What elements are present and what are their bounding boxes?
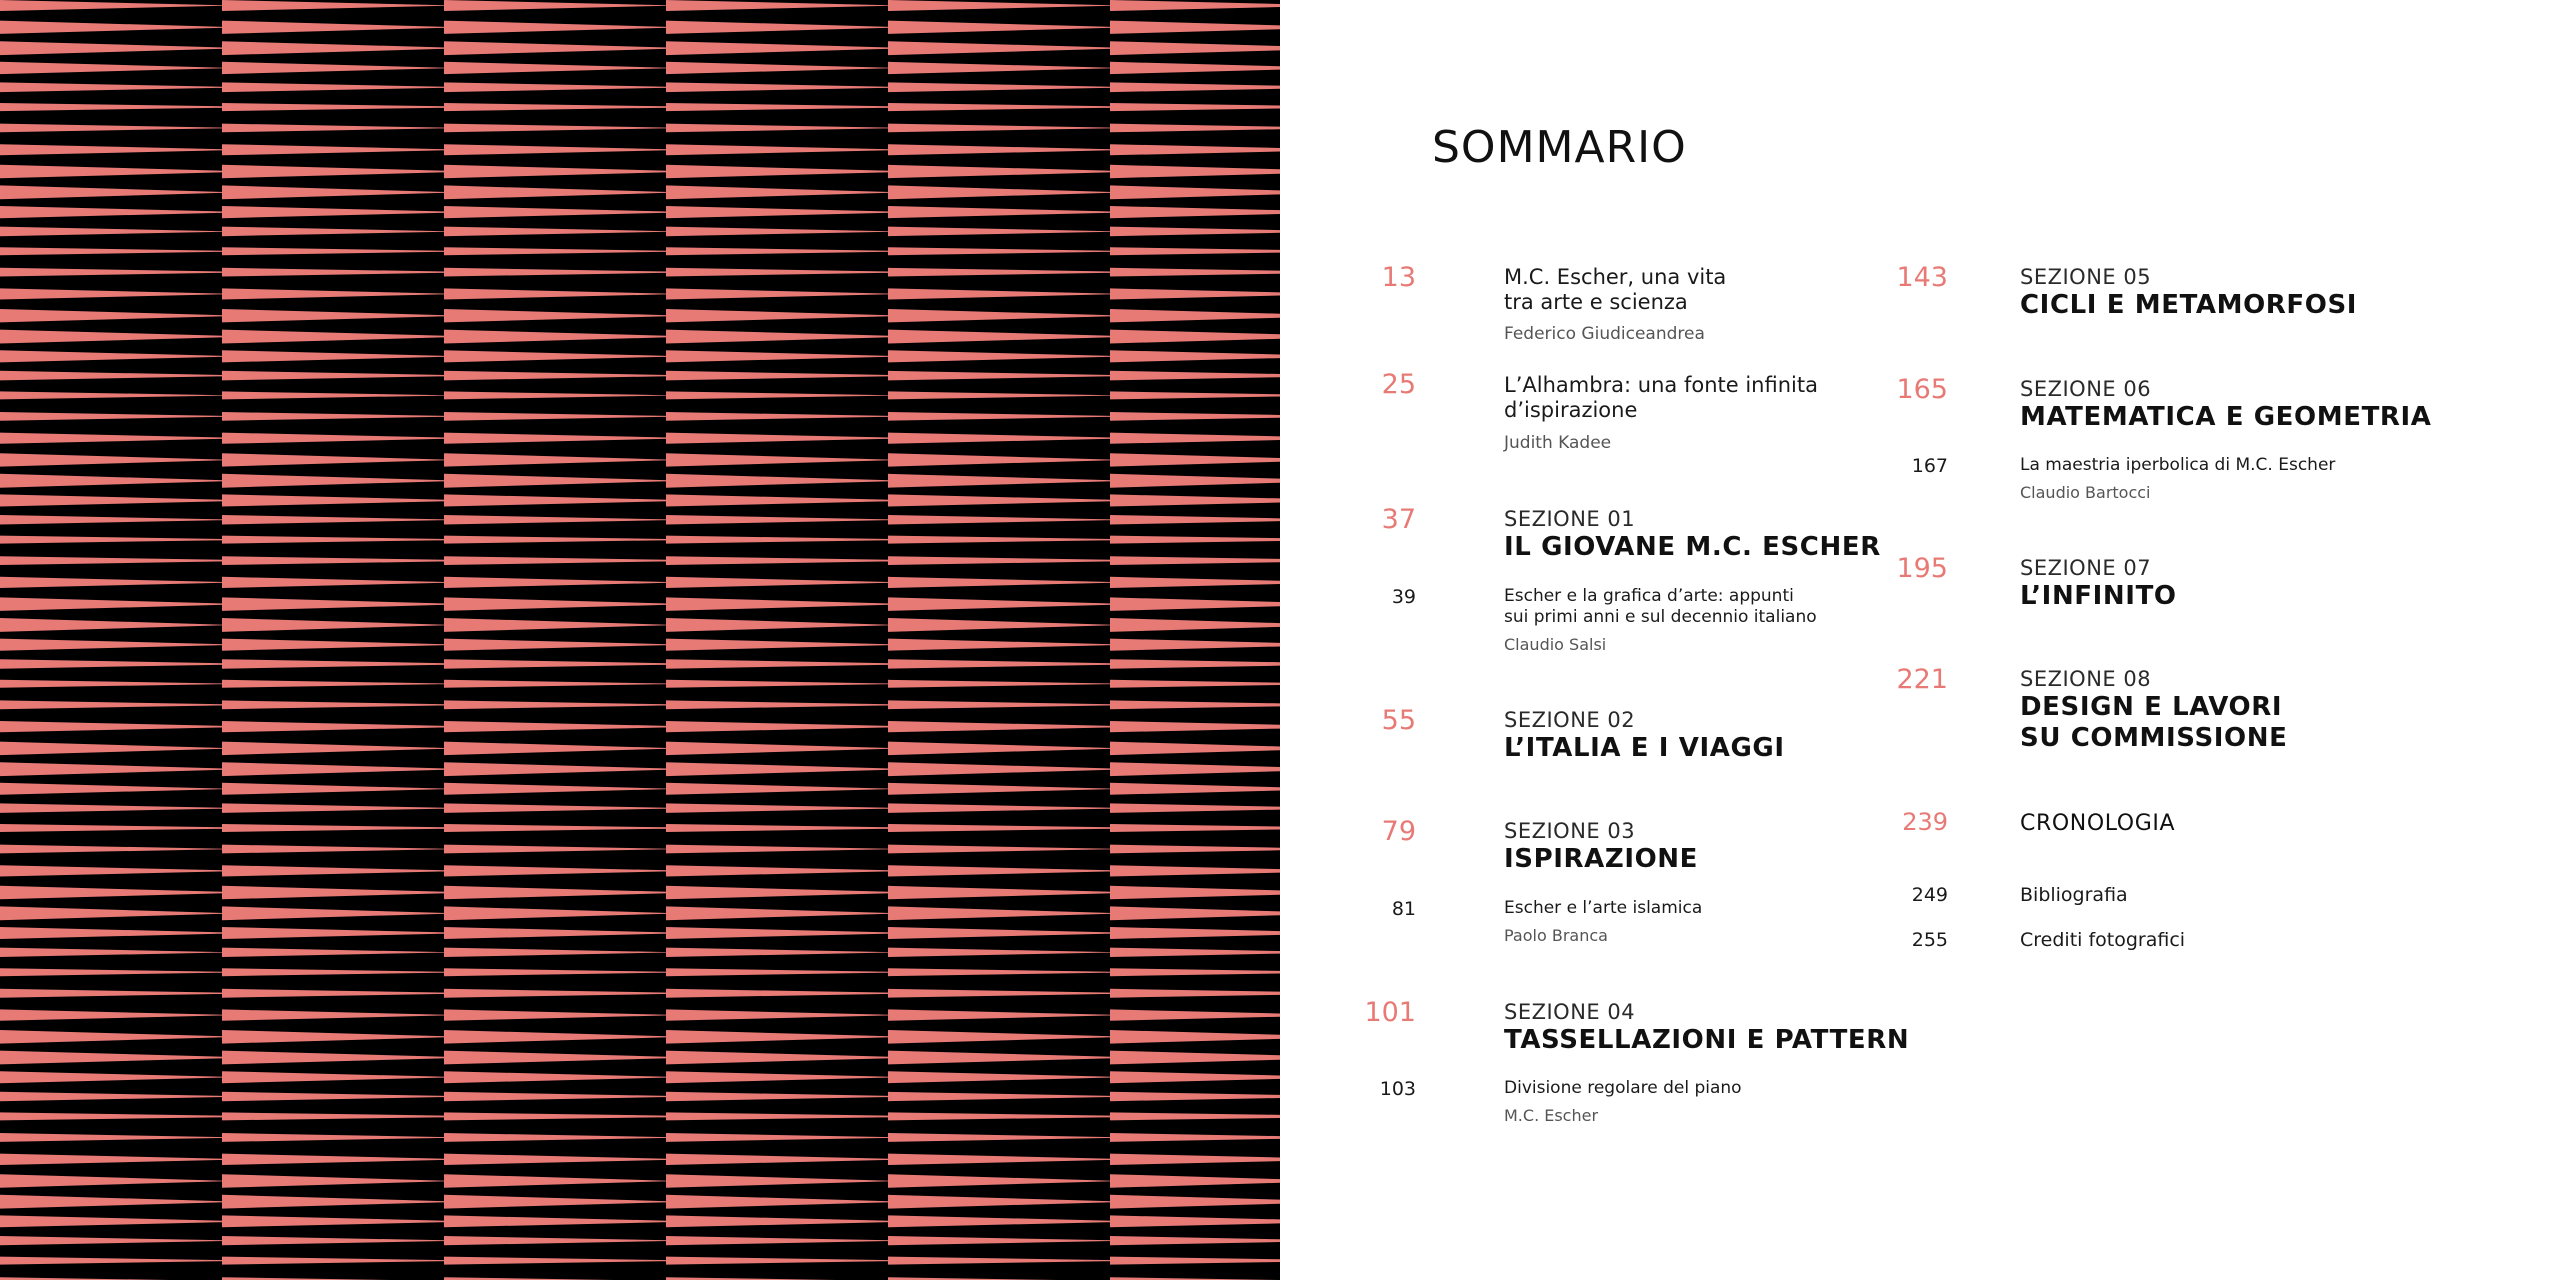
page-number: 101 bbox=[1364, 997, 1416, 1028]
section-heading: CRONOLOGIA bbox=[2020, 811, 2176, 836]
section-heading: TASSELLAZIONI E PATTERN bbox=[1504, 1025, 1910, 1055]
page-number: 39 bbox=[1391, 586, 1416, 608]
page-number: 221 bbox=[1896, 664, 1948, 695]
page-number: 143 bbox=[1896, 262, 1948, 293]
entry-title: tra arte e scienza bbox=[1504, 290, 1688, 314]
entry-title: Crediti fotografici bbox=[2020, 929, 2186, 951]
section-heading: L’INFINITO bbox=[2020, 581, 2177, 611]
section-label: SEZIONE 02 bbox=[1504, 708, 1636, 732]
section-label: SEZIONE 04 bbox=[1504, 1000, 1636, 1024]
page-number: 81 bbox=[1391, 898, 1416, 920]
entry-title: L’Alhambra: una fonte infinita bbox=[1504, 373, 1818, 397]
page-number: 249 bbox=[1911, 884, 1948, 906]
page-number: 103 bbox=[1379, 1078, 1416, 1100]
page-number: 55 bbox=[1381, 705, 1416, 736]
entry-title: sui primi anni e sul decennio italiano bbox=[1504, 607, 1817, 627]
entry-title: d’ispirazione bbox=[1504, 398, 1638, 422]
entry-author: Claudio Salsi bbox=[1504, 635, 1607, 654]
entry-title: Bibliografia bbox=[2020, 884, 2128, 906]
entry-author: Claudio Bartocci bbox=[2020, 483, 2151, 502]
section-heading: L’ITALIA E I VIAGGI bbox=[1504, 733, 1785, 763]
section-label: SEZIONE 08 bbox=[2020, 667, 2152, 691]
page-number: 195 bbox=[1896, 553, 1948, 584]
section-heading: ISPIRAZIONE bbox=[1504, 844, 1699, 874]
page-number: 79 bbox=[1381, 816, 1416, 847]
entry-title: La maestria iperbolica di M.C. Escher bbox=[2020, 455, 2336, 475]
section-label: SEZIONE 03 bbox=[1504, 819, 1636, 843]
page-number: 13 bbox=[1381, 262, 1416, 293]
entry-title: Escher e la grafica d’arte: appunti bbox=[1504, 586, 1794, 606]
page-number: 25 bbox=[1381, 369, 1416, 400]
section-label: SEZIONE 01 bbox=[1504, 507, 1636, 531]
section-label: SEZIONE 07 bbox=[2020, 556, 2152, 580]
entry-title: Divisione regolare del piano bbox=[1504, 1078, 1742, 1098]
page-number: 37 bbox=[1381, 504, 1416, 535]
section-heading: IL GIOVANE M.C. ESCHER bbox=[1504, 532, 1881, 562]
page-number: 239 bbox=[1902, 808, 1948, 836]
entry-title: M.C. Escher, una vita bbox=[1504, 265, 1727, 289]
entry-title: Escher e l’arte islamica bbox=[1504, 898, 1703, 918]
section-heading: CICLI E METAMORFOSI bbox=[2020, 290, 2358, 320]
page-title: SOMMARIO bbox=[1432, 122, 1687, 173]
section-label: SEZIONE 05 bbox=[2020, 265, 2152, 289]
section-label: SEZIONE 06 bbox=[2020, 377, 2152, 401]
entry-author: Paolo Branca bbox=[1504, 926, 1608, 945]
table-of-contents bbox=[1280, 0, 2560, 1280]
page-number: 167 bbox=[1911, 455, 1948, 477]
entry-author: Federico Giudiceandrea bbox=[1504, 324, 1705, 344]
page-number: 165 bbox=[1896, 374, 1948, 405]
page-number: 255 bbox=[1911, 929, 1948, 951]
section-heading: DESIGN E LAVORI bbox=[2020, 692, 2283, 722]
entry-author: M.C. Escher bbox=[1504, 1106, 1599, 1125]
section-heading: MATEMATICA E GEOMETRIA bbox=[2020, 402, 2432, 432]
section-heading: SU COMMISSIONE bbox=[2020, 723, 2288, 753]
entry-author: Judith Kadee bbox=[1504, 433, 1612, 453]
